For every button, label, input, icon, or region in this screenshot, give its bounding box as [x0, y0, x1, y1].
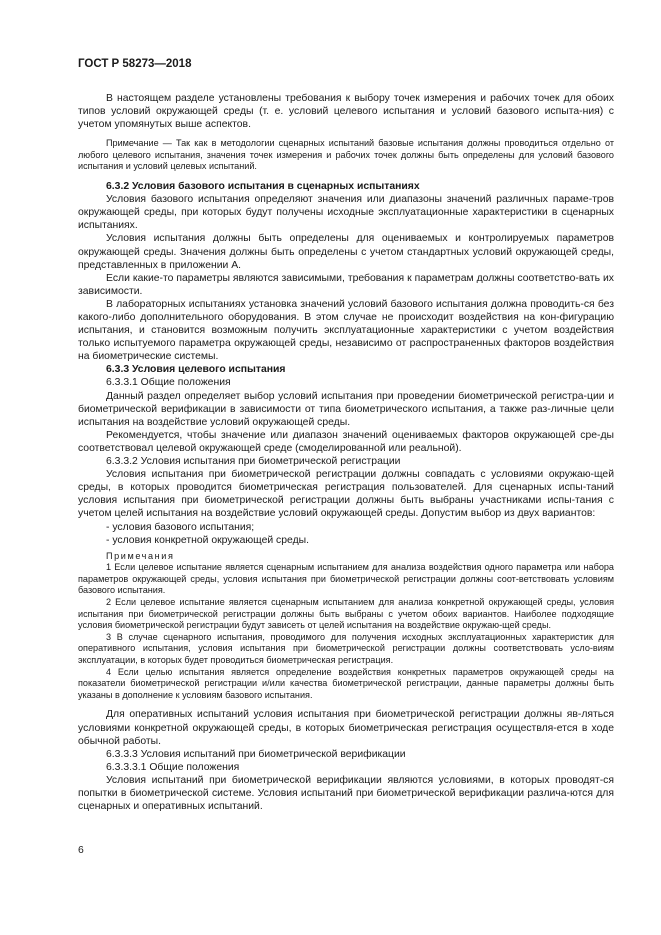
- paragraph-intro: В настоящем разделе установлены требования к выбору точек измерения и рабочих точек для обоих типов условий окружающей среды (т. е. условий целевого испытания и условий базового испыта-ния) с учетом упомянутых выше аспектов.: [78, 93, 614, 131]
- note-item: 1 Если целевое испытание является сценарным испытанием для анализа воздействия одного параметра или набора параметров окружающей среды, условия испытания при биометрической регистрации должны соот-ветствовать условиям базового испытания.: [78, 562, 614, 596]
- section-heading-6-3-3: 6.3.3 Условия целевого испытания: [106, 364, 286, 376]
- paragraph: В лабораторных испытаниях установка значений условий базового испытания должна проводить-ся без какого-либо дополнительного оборудования. В этом случае не происходит воздействия на кон-фигурацию испытания, и становится возможным получить эксплуатационные характеристики с учетом воздействия только испытуемого параметра окружающей среды, независимо от распространенных факторов воздействия на биометрические системы.: [78, 298, 614, 363]
- document-body: [78, 92, 614, 813]
- notes-title: Примечания: [106, 550, 175, 561]
- list-item: - условия базового испытания;: [106, 521, 255, 533]
- paragraph: Для оперативных испытаний условия испытания при биометрической регистрации должны яв-ляться условиями конкретной окружающей среды, в которых биометрическая регистрация осуществля-ется в ходе обычной работы.: [78, 709, 614, 747]
- note-item: 3 В случае сценарного испытания, проводимого для получения исходных эксплуатационных характеристик для оперативного испытания, условия испытания при биометрической регистрации должны соответствовать усло-виям эксплуатации, в которых будет проводиться биометрическая регистрация.: [78, 631, 614, 666]
- paragraph: Условия испытания при биометрической регистрации должны совпадать с условиями окружаю-щей среды, в которых проводится биометрическая регистрация пользователей. Для сценарных испы-таний условия испытания при биометрической регистрации должны быть выбраны участниками испы-тания с учетом целей испытания на воздействие условий окружающей среды. Допустим выбор из двух вариантов:: [78, 469, 614, 520]
- subsection-heading-6-3-3-3: 6.3.3.3 Условия испытаний при биометрической верификации: [106, 748, 406, 760]
- subsection-heading-6-3-3-1: 6.3.3.1 Общие положения: [106, 377, 231, 389]
- paragraph: Условия испытаний при биометрической верификации являются условиями, в которых проводят-ся попытки в биометрической системе. Условия испытаний при биометрической верификации различа-ются для сценарных и оперативных испытаний.: [78, 774, 614, 813]
- note-paragraph: Примечание — Так как в методологии сценарных испытаний базовые испытания должны проводиться отдельно от любого целевого испытания, значения точек измерения и рабочих точек должны быть определены для условий базового испытания и условий целевых испытаний.: [78, 138, 614, 172]
- page-header: ГОСТ Р 58273—2018: [78, 58, 192, 70]
- section-heading-6-3-2: 6.3.2 Условия базового испытания в сценарных испытаниях: [106, 181, 420, 193]
- subsection-heading-6-3-3-2: 6.3.3.2 Условия испытания при биометрической регистрации: [106, 456, 401, 468]
- subsection-heading-6-3-3-3-1: 6.3.3.3.1 Общие положения: [106, 761, 240, 773]
- paragraph: Рекомендуется, чтобы значение или диапазон значений оцениваемых факторов окружающей сре-ды соответствовал целевой окружающей среде (смоделированной или реальной).: [78, 429, 614, 454]
- list-item: - условия конкретной окружающей среды.: [106, 534, 309, 546]
- note-item: 4 Если целью испытания является определение воздействия конкретных параметров окружающей среды на показатели биометрической регистрации и/или качества биометрической регистрации, данные параметры должны быть указаны в дополнение к условиям базового испытания.: [78, 666, 614, 700]
- page-number: 6: [78, 845, 84, 856]
- paragraph: Если какие-то параметры являются зависимыми, требования к параметрам должны соответство-вать их зависимости.: [78, 272, 614, 297]
- paragraph: Данный раздел определяет выбор условий испытания при проведении биометрической регистра-ции и биометрической верификации в зависимости от типа биометрического испытания, а также раз-личные цели испытания на воздействие условий окружающей среды.: [78, 390, 614, 428]
- paragraph: Условия испытания должны быть определены для оцениваемых и контролируемых параметров окружающей среды. Значения должны быть определены с учетом стандартных условий окружающей среды, представленных в приложении А.: [78, 233, 614, 271]
- note-item: 2 Если целевое испытание является сценарным испытанием для анализа конкретной окружающей среды, условия испытания при биометрической регистрации должны быть выбраны с учетом обоих вариантов. Наиболее подходящие условия биометрической регистрации будут зависеть от целей испытания на воздействие окружаю-щей среды.: [78, 597, 614, 631]
- paragraph: Условия базового испытания определяют значения или диапазоны значений различных параме-тров окружающей среды, при которых будут получены исходные эксплуатационные характеристики в сценарных испытаниях.: [78, 194, 614, 232]
